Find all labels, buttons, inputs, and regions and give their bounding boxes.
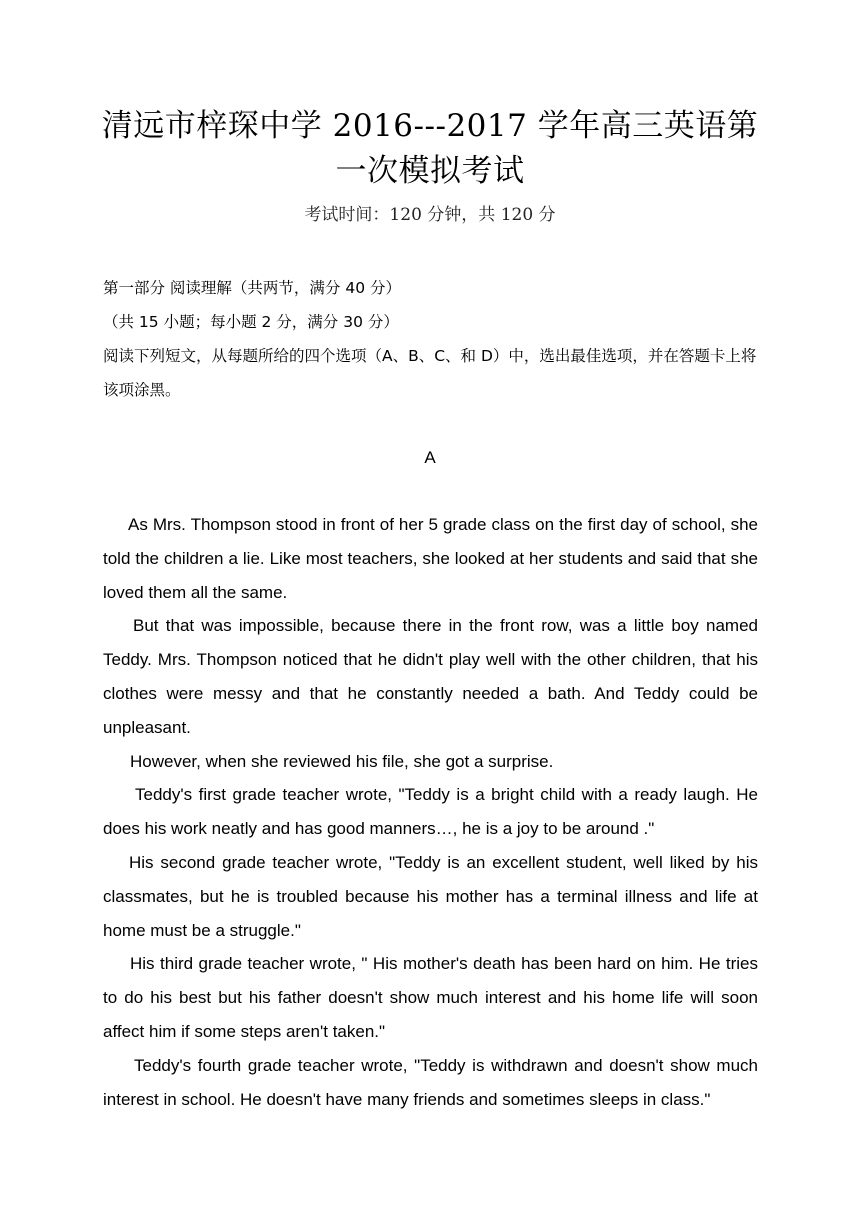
exam-title-line-2: 一次模拟考试 bbox=[335, 153, 525, 189]
passage-paragraph: His third grade teacher wrote, " His mother's death has been hard on him. He tries to do his best but his father doesn't show much interest and his home life will soon affect him if some steps aren't taken." bbox=[103, 954, 758, 1041]
part-one-heading: 第一部分 阅读理解（共两节，满分 40 分） bbox=[103, 279, 402, 297]
exam-title-line-1: 清远市梓琛中学 2016---2017 学年高三英语第 bbox=[101, 108, 759, 144]
passage-paragraph: Teddy's fourth grade teacher wrote, "Teddy is withdrawn and doesn't show much interest in school. He doesn't have many friends and sometimes sleeps in class." bbox=[103, 1055, 758, 1109]
passage-section-label: A bbox=[424, 448, 436, 467]
passage-paragraph: However, when she reviewed his file, she got a surprise. bbox=[130, 751, 554, 771]
passage-paragraph: As Mrs. Thompson stood in front of her 5 grade class on the first day of school, she told the children a lie. Like most teachers, she looked at her students and said that she loved them all the same. bbox=[103, 515, 758, 602]
reading-instructions: 阅读下列短文，从每题所给的四个选项（A、B、C、和 D）中，选出最佳选项，并在答题卡上将该项涂黑。 bbox=[103, 347, 757, 399]
question-count-note: （共 15 小题；每小题 2 分，满分 30 分） bbox=[103, 313, 399, 331]
passage-paragraph: Teddy's first grade teacher wrote, "Teddy is a bright child with a ready laugh. He does his work neatly and has good manners…, he is a joy to be around ." bbox=[103, 785, 758, 839]
passage-paragraph: But that was impossible, because there in the front row, was a little boy named Teddy. Mrs. Thompson noticed that he didn't play well with the other children, that his clothes were messy and that he constantly needed a bath. And Teddy could be unpleasant. bbox=[103, 616, 758, 737]
reading-passage bbox=[103, 508, 758, 1116]
passage-paragraph: His second grade teacher wrote, "Teddy is an excellent student, well liked by his classmates, but he is troubled because his mother has a terminal illness and life at home must be a struggle." bbox=[103, 852, 758, 940]
exam-duration-score: 考试时间：120 分钟，共 120 分 bbox=[304, 205, 556, 225]
